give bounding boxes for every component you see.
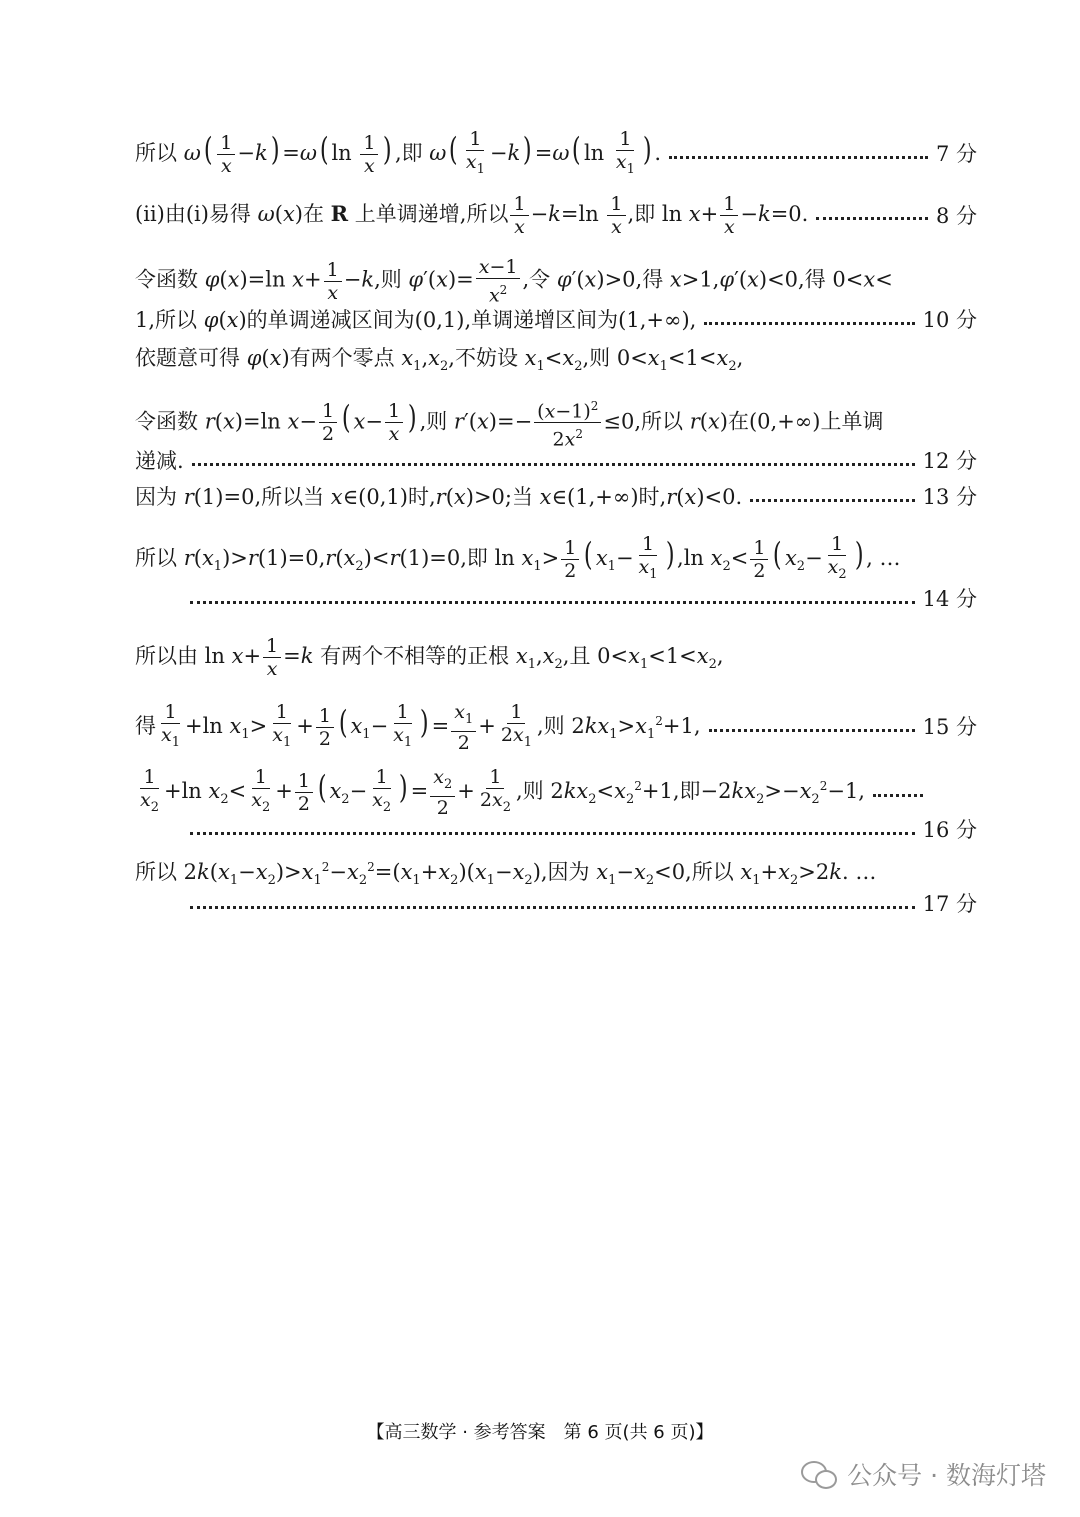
line-15-math: 所以 $2k(x_1-x_2)>x_1^2-x_2^2=(x_1+x_2)(x_1-x_2)$,因为 $x_1-x_2<0$,所以 $x_1+x_2>2k$. …	[135, 860, 877, 889]
solution-line-7	[135, 447, 977, 475]
line-4-math: 1,所以 φ(x)的单调递减区间为(0,1),单调递增区间为(1,+∞),	[135, 308, 697, 332]
wechat-icon	[801, 1459, 837, 1489]
solution-line-14	[190, 816, 977, 844]
score-label: 14 分	[922, 587, 977, 611]
line-2-math: (ⅱ)由(ⅰ)易得 ω(x)在 R 上单调递增,所以 $\frac{1}{x}$ −k=ln $\frac{1}{x}$ ,即 ln x+ $\frac{1}{x}$ −k=0.	[135, 193, 809, 238]
solution-line-11	[135, 635, 977, 680]
watermark-text: 公众号 · 数海灯塔	[847, 1461, 1046, 1490]
score-label: 13 分	[922, 485, 977, 509]
score-label: 17 分	[922, 892, 977, 916]
leader-dots	[816, 217, 928, 220]
line-11-math: 所以由 ln x+ $\frac{1}{x}$ =k 有两个不相等的正根 $x_1,x_2$,且 $0<x_1<1<x_2$,	[135, 635, 724, 680]
leader-dots	[669, 156, 928, 159]
leader-dots	[873, 794, 923, 797]
score-label: 16 分	[922, 818, 977, 842]
solution-line-13	[135, 766, 977, 819]
line-7-text: 递减.	[135, 449, 184, 473]
score-label: 8 分	[935, 203, 977, 228]
solution-line-1	[135, 128, 977, 181]
line-9-math: 所以 $r(x_1)>r(1)=0,r(x_2)<r(1)=0$,即 $\ln x_1>$ $\frac{1}{2}$ ( $x_1-$ $\frac{1}{x_1}$ ) ,ln $x_2<$ $\frac{1}{2}$ ( $x_2-$ $\frac{1}{x_2}$ ) , …	[135, 533, 901, 582]
score-label: 12 分	[922, 449, 977, 473]
solution-line-10	[190, 585, 977, 613]
leader-dots	[192, 463, 915, 466]
wechat-watermark	[801, 1456, 1046, 1492]
score-label: 7 分	[935, 142, 977, 167]
solution-line-15	[135, 853, 977, 895]
solution-line-12	[135, 701, 977, 754]
solution-line-4	[135, 306, 977, 334]
line-3-math: 令函数 φ(x)=ln x+ $\frac{1}{x}$ −k,则 φ′(x)= $\frac{x-1}{x^2}$ ,令 φ′(x)>0,得 x>1,φ′(x)<0,得 0<x<	[135, 256, 893, 307]
line-6-math: 令函数 r(x)=ln x− $\frac{1}{2}$ ( x− $\frac{1}{x}$ ) ,则 r′(x)=− $\frac{(x-1)^2}{2x^2}$ ≤0,所以 r(x)在(0,+∞)上单调	[135, 395, 884, 451]
solution-line-16	[190, 890, 977, 918]
solution-line-2	[135, 193, 977, 238]
leader-dots	[709, 729, 915, 732]
line-1-math: 所以 ω( $\frac{1}{x}$ −k) =ω( ln $\frac{1}{x}$ ) ,即 ω( $\frac{1}{x_1}$ −k) =ω( ln $\frac{1}{x_1}$ ) .	[135, 128, 662, 177]
line-8-math: 因为 r(1)=0,所以当 x∈(0,1)时,r(x)>0;当 x∈(1,+∞)时,r(x)<0.	[135, 485, 743, 509]
solution-line-8	[135, 483, 977, 511]
leader-dots	[190, 906, 915, 909]
leader-dots	[190, 832, 915, 835]
leader-dots	[190, 601, 915, 604]
score-label: 10 分	[922, 308, 977, 332]
page-footer: 【高三数学 · 参考答案 第 6 页(共 6 页)】	[366, 1422, 714, 1443]
line-5-math: 依题意可得 φ(x)有两个零点 $x_1,x_2$,不妨设 $x_1<x_2$,则 $0<x_1<1<x_2$,	[135, 346, 744, 375]
solution-line-9	[135, 533, 977, 586]
line-13-math: $\frac{1}{x_2}$ +ln $x_2<$ $\frac{1}{x_2}$ + $\frac{1}{2}$ ( $x_2-$ $\frac{1}{x_2}$ ) = $\frac{x_2}{2}$ + $\frac{1}{2x_2}$ ,则 $2kx_2<x_2^2+1$,即$-2kx_2>-x_2^2-1$,	[140, 766, 865, 819]
solution-line-6	[135, 395, 977, 451]
leader-dots	[750, 499, 914, 502]
leader-dots	[704, 322, 914, 325]
solution-line-3	[135, 256, 977, 306]
solution-line-5	[135, 344, 977, 381]
score-label: 15 分	[922, 715, 977, 740]
line-12-math: 得 $\frac{1}{x_1}$ +ln $x_1>$ $\frac{1}{x_1}$ + $\frac{1}{2}$ ( $x_1-$ $\frac{1}{x_1}$ ) = $\frac{x_1}{2}$ + $\frac{1}{2x_1}$ ,则 $2kx_1>x_1^2+1$,	[135, 701, 701, 754]
